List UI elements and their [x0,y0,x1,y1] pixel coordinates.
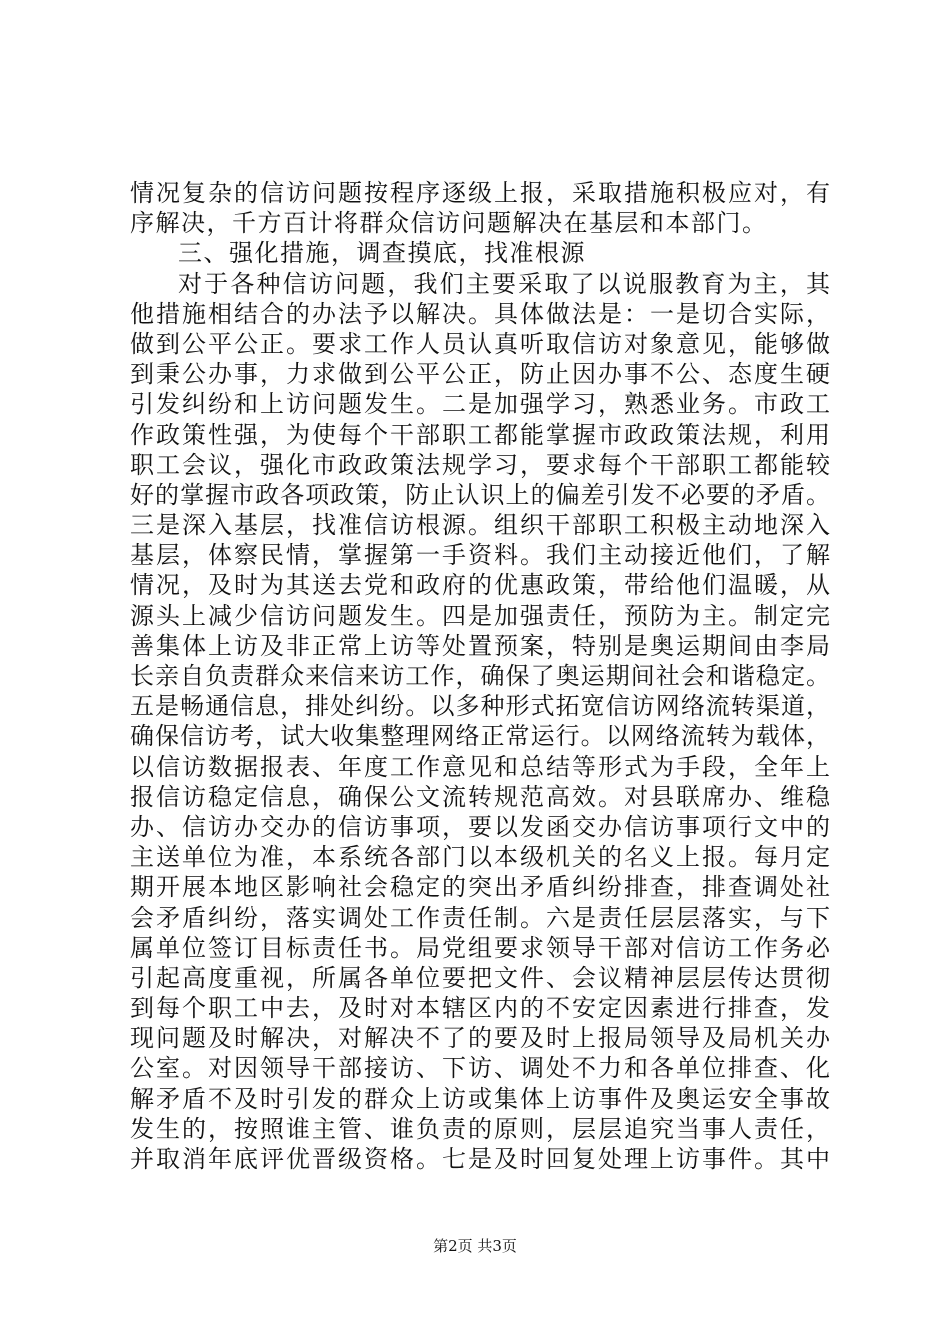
text-line: 五是畅通信息，排处纠纷。以多种形式拓宽信访网络流转渠道， [130,692,830,721]
text-line: 作政策性强，为使每个干部职工都能掌握市政政策法规，利用 [130,420,830,449]
text-line: 发生的，按照谁主管、谁负责的原则，层层追究当事人责任， [130,1114,830,1143]
text-line: 现问题及时解决，对解决不了的要及时上报局领导及局机关办 [130,1024,830,1053]
text-line: 长亲自负责群众来信来访工作，确保了奥运期间社会和谐稳定。 [130,662,830,690]
text-line: 源头上减少信访问题发生。四是加强责任，预防为主。制定完 [130,601,830,630]
text-line: 对于各种信访问题，我们主要采取了以说服教育为主，其 [178,269,830,298]
text-line: 他措施相结合的办法予以解决。具体做法是：一是切合实际， [130,299,830,328]
text-line: 做到公平公正。要求工作人员认真听取信访对象意见，能够做 [130,329,830,358]
text-line: 会矛盾纠纷，落实调处工作责任制。六是责任层层落实，与下 [130,903,830,932]
text-line: 到每个职工中去，及时对本辖区内的不安定因素进行排查，发 [130,994,830,1023]
text-line: 引起高度重视，所属各单位要把文件、会议精神层层传达贯彻 [130,963,830,992]
text-line: 到秉公办事，力求做到公平公正，防止因办事不公、态度生硬 [130,360,830,389]
text-line: 办、信访办交办的信访事项，要以发函交办信访事项行文中的 [130,812,830,841]
text-line: 善集体上访及非正常上访等处置预案，特别是奥运期间由李局 [130,631,830,660]
text-line: 并取消年底评优晋级资格。七是及时回复处理上访事件。其中 [130,1145,830,1173]
text-line: 以信访数据报表、年度工作意见和总结等形式为手段，全年上 [130,752,830,781]
text-line: 好的掌握市政各项政策，防止认识上的偏差引发不必要的矛盾。 [130,480,830,509]
text-line: 公室。对因领导干部接访、下访、调处不力和各单位排查、化 [130,1054,830,1083]
text-line: 基层，体察民情，掌握第一手资料。我们主动接近他们，了解 [130,541,830,570]
text-line: 报信访稳定信息，确保公文流转规范高效。对县联席办、维稳 [130,782,830,811]
page-number-footer: 第2页 共3页 [433,1237,517,1255]
text-line: 期开展本地区影响社会稳定的突出矛盾纠纷排查，排查调处社 [130,873,830,902]
section-heading: 三、强化措施，调查摸底，找准根源 [178,239,586,268]
text-line: 职工会议，强化市政政策法规学习，要求每个干部职工都能较 [130,450,830,479]
text-line: 引发纠纷和上访问题发生。二是加强学习，熟悉业务。市政工 [130,390,830,419]
text-line: 确保信访考，试大收集整理网络正常运行。以网络流转为载体， [130,722,830,751]
document-body [130,178,830,1174]
text-line: 属单位签订目标责任书。局党组要求领导干部对信访工作务必 [130,933,830,962]
text-line: 三是深入基层，找准信访根源。组织干部职工积极主动地深入 [130,511,830,540]
text-line: 主送单位为准，本系统各部门以本级机关的名义上报。每月定 [130,843,830,872]
text-line: 序解决，千方百计将群众信访问题解决在基层和本部门。 [130,209,768,238]
text-line: 情况复杂的信访问题按程序逐级上报，采取措施积极应对，有 [130,179,830,207]
text-line: 情况，及时为其送去党和政府的优惠政策，带给他们温暖，从 [130,571,830,600]
text-line: 解矛盾不及时引发的群众上访或集体上访事件及奥运安全事故 [130,1084,830,1113]
